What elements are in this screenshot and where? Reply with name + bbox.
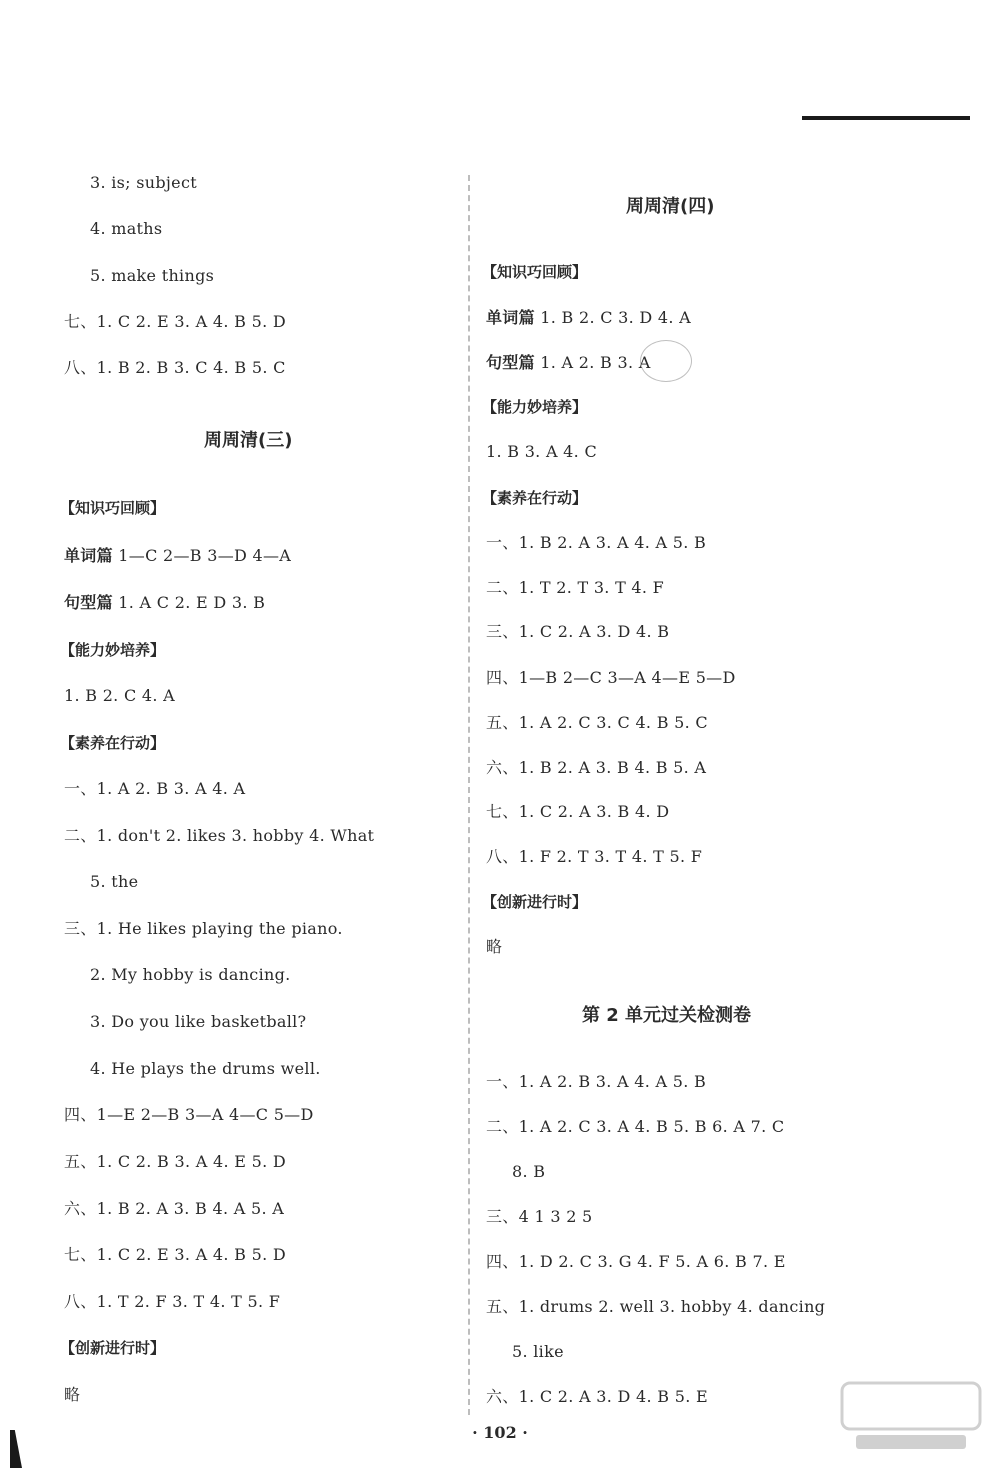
section-tag: 【能力妙培养】 (60, 641, 166, 659)
answer-line: 二、1. T 2. T 3. T 4. F (486, 578, 665, 597)
answer-line: 5. the (90, 872, 139, 891)
answer-line: 一、1. A 2. B 3. A 4. A (64, 779, 246, 798)
answer-line: 5. make things (90, 266, 215, 285)
section-heading: 周周清(四) (626, 196, 715, 217)
answer-line: 八、1. F 2. T 3. T 4. T 5. F (486, 847, 703, 866)
answer-line: 一、1. B 2. A 3. A 4. A 5. B (486, 533, 707, 552)
line-text: 1. A 2. B 3. A (534, 353, 651, 372)
answer-line: 2. My hobby is dancing. (90, 965, 291, 984)
column-divider (468, 175, 470, 1415)
answer-line: 六、1. B 2. A 3. B 4. A 5. A (64, 1199, 285, 1218)
line-text: 1. B 2. C 3. D 4. A (534, 308, 692, 327)
answer-line: 七、1. C 2. E 3. A 4. B 5. D (64, 312, 286, 331)
answer-line: 略 (64, 1385, 81, 1404)
answer-line: 八、1. T 2. F 3. T 4. T 5. F (64, 1292, 281, 1311)
answer-line: 七、1. C 2. A 3. B 4. D (486, 802, 670, 821)
answer-line: 四、1. D 2. C 3. G 4. F 5. A 6. B 7. E (486, 1252, 786, 1271)
answer-line: 8. B (512, 1162, 546, 1181)
section-tag: 【能力妙培养】 (482, 398, 588, 416)
answer-line: 4. maths (90, 219, 163, 238)
answer-line: 三、1. He likes playing the piano. (64, 919, 343, 938)
answer-line: 五、1. drums 2. well 3. hobby 4. dancing (486, 1297, 826, 1316)
answer-line: 七、1. C 2. E 3. A 4. B 5. D (64, 1245, 286, 1264)
answer-line: 3. Do you like basketball? (90, 1012, 307, 1031)
answer-line: 4. He plays the drums well. (90, 1059, 321, 1078)
answer-line (486, 308, 691, 328)
answer-line: 四、1—E 2—B 3—A 4—C 5—D (64, 1105, 314, 1124)
answer-line (64, 546, 291, 566)
top-rule (802, 116, 970, 120)
watermark-logo-icon (836, 1377, 986, 1457)
page-number: · 102 · (472, 1423, 528, 1442)
section-tag: 【创新进行时】 (60, 1339, 166, 1357)
answer-line: 五、1. A 2. C 3. C 4. B 5. C (486, 713, 708, 732)
line-label: 句型篇 (486, 353, 535, 372)
answer-line: 六、1. B 2. A 3. B 4. B 5. A (486, 758, 707, 777)
section-tag: 【创新进行时】 (482, 893, 588, 911)
section-tag: 【知识巧回顾】 (482, 263, 588, 281)
answer-line: 一、1. A 2. B 3. A 4. A 5. B (486, 1072, 707, 1091)
section-tag: 【素养在行动】 (482, 489, 588, 507)
line-label: 句型篇 (64, 593, 113, 612)
answer-line: 二、1. don't 2. likes 3. hobby 4. What (64, 826, 375, 845)
section-tag: 【知识巧回顾】 (60, 499, 166, 517)
answer-line: 三、4 1 3 2 5 (486, 1207, 593, 1226)
answer-line: 5. like (512, 1342, 564, 1361)
answer-line: 六、1. C 2. A 3. D 4. B 5. E (486, 1387, 708, 1406)
line-text: 1—C 2—B 3—D 4—A (112, 546, 292, 565)
line-text: 1. A C 2. E D 3. B (112, 593, 266, 612)
answer-line: 1. B 3. A 4. C (486, 442, 597, 461)
section-heading: 第 2 单元过关检测卷 (582, 1005, 752, 1026)
answer-line: 3. is; subject (90, 173, 197, 192)
stamp-mark (640, 340, 692, 382)
answer-line: 略 (486, 937, 503, 956)
answer-line: 八、1. B 2. B 3. C 4. B 5. C (64, 358, 286, 377)
answer-line: 1. B 2. C 4. A (64, 686, 175, 705)
answer-line: 四、1—B 2—C 3—A 4—E 5—D (486, 668, 736, 687)
section-tag: 【素养在行动】 (60, 734, 166, 752)
answer-line (486, 353, 651, 373)
answer-line: 二、1. A 2. C 3. A 4. B 5. B 6. A 7. C (486, 1117, 785, 1136)
line-label: 单词篇 (486, 308, 535, 327)
line-label: 单词篇 (64, 546, 113, 565)
answer-line: 三、1. C 2. A 3. D 4. B (486, 622, 670, 641)
answer-line: 五、1. C 2. B 3. A 4. E 5. D (64, 1152, 286, 1171)
answer-line (64, 593, 265, 613)
section-heading: 周周清(三) (204, 430, 293, 451)
